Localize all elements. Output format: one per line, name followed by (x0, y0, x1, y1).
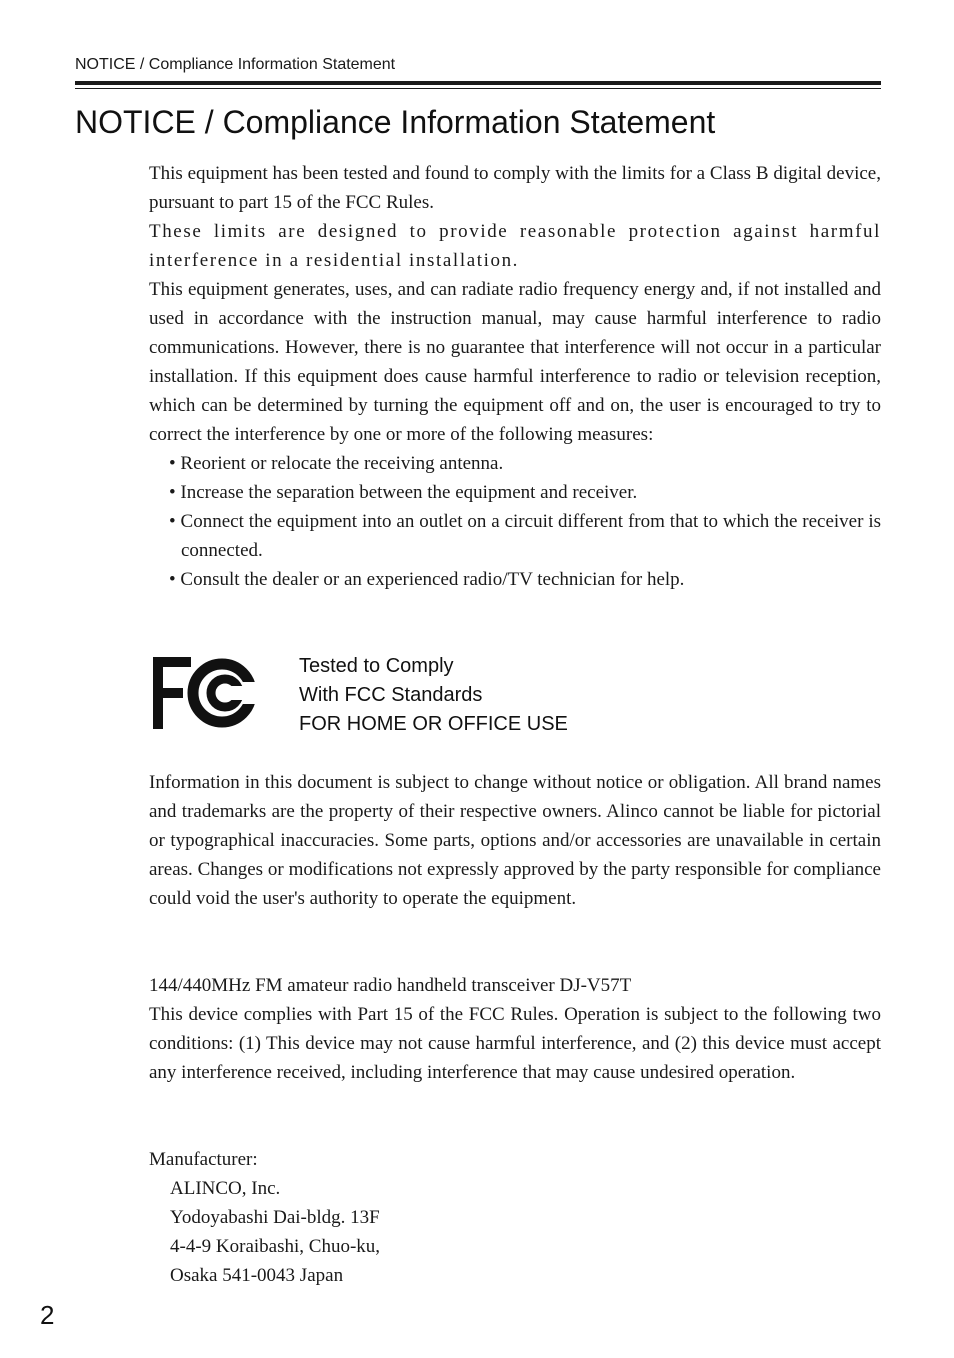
fcc-badge-text (299, 652, 568, 739)
fcc-badge-line-2: With FCC Standards (299, 684, 483, 706)
statement-paragraph-2: These limits are designed to provide reasonable protection against harmful interference in a residential installation. (149, 221, 881, 271)
statement-paragraph-3: This equipment generates, uses, and can radiate radio frequency energy and, if not installed and used in accordance with the instruction manual, may cause harmful interference to radio communications. However, there is no guarantee that interference will not occur in a particular installation. If this equipment does cause harmful interference to radio or television reception, which can be determined by turning the equipment off and on, the user is encouraged to try to correct the interference by one or more of the following measures: (149, 279, 881, 445)
address-line: Yodoyabashi Dai-bldg. 13F (170, 1207, 380, 1228)
list-item: • Increase the separation between the equipment and receiver. (169, 482, 638, 503)
manufacturer-label: Manufacturer: (149, 1149, 258, 1170)
header-rule-thin (75, 88, 881, 89)
fcc-badge-line-3: FOR HOME OR OFFICE USE (299, 713, 568, 735)
device-compliance-block (149, 971, 881, 1087)
running-header: NOTICE / Compliance Information Statement (75, 56, 396, 73)
page-title: NOTICE / Compliance Information Statement (75, 104, 716, 140)
fcc-badge-line-1: Tested to Comply (299, 655, 454, 677)
statement-paragraph-1: This equipment has been tested and found to comply with the limits for a Class B digital device, pursuant to part 15 of the FCC Rules. (149, 163, 881, 213)
header-rule-thick (75, 81, 881, 85)
address-line: 4-4-9 Koraibashi, Chuo-ku, (170, 1236, 381, 1257)
disclaimer-paragraph: Information in this document is subject to change without notice or obligation. All brand names and trademarks are the property of their respective owners. Alinco cannot be liable for pictorial or typographical inaccuracies. Some parts, options and/or accessories are unavailable in certain areas. Changes or modifications not expressly approved by the party responsible for compliance could void the user's authority to operate the equipment. (149, 772, 881, 909)
manufacturer-block (149, 1145, 881, 1290)
fcc-statement (149, 159, 881, 594)
list-item: • Connect the equipment into an outlet on a circuit different from that to which the receiver is connected. (169, 511, 881, 561)
device-model-line: 144/440MHz FM amateur radio handheld transceiver DJ-V57T (149, 975, 632, 996)
measures-list (149, 449, 881, 594)
address-line: ALINCO, Inc. (170, 1178, 281, 1199)
disclaimer-block (149, 768, 881, 913)
list-item: • Consult the dealer or an experienced radio/TV technician for help. (169, 569, 685, 590)
device-compliance-paragraph: This device complies with Part 15 of the FCC Rules. Operation is subject to the following two conditions: (1) This device may not cause harmful interference, and (2) this device must accept any interference received, including interference that may cause undesired operation. (149, 1004, 881, 1083)
list-item: • Reorient or relocate the receiving antenna. (169, 453, 504, 474)
address-line: Osaka 541-0043 Japan (170, 1265, 344, 1286)
manufacturer-address (149, 1174, 881, 1290)
fcc-logo-icon (150, 652, 262, 732)
page-number: 2 (40, 1300, 55, 1330)
